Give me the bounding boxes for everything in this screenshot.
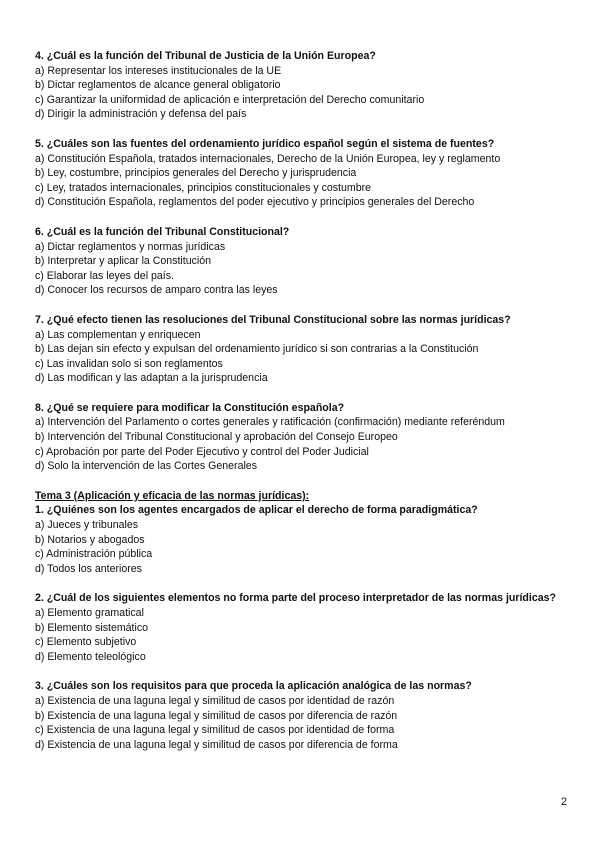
question-text: 4. ¿Cuál es la función del Tribunal de Justicia de la Unión Europea? — [35, 50, 376, 62]
answer-option: c) Elemento subjetivo — [35, 636, 137, 649]
question-text: 2. ¿Cuál de los siguientes elementos no forma parte del proceso interpretador de las normas jurídicas? — [35, 592, 556, 605]
answer-option: c) Existencia de una laguna legal y similitud de casos por identidad de forma — [35, 724, 395, 737]
question-block — [35, 401, 580, 474]
section-title: Tema 3 (Aplicación y eficacia de las normas jurídicas): — [35, 489, 310, 502]
answer-option: a) Jueces y tribunales — [35, 519, 139, 532]
question-block — [35, 591, 580, 664]
answer-option: b) Interpretar y aplicar la Constitución — [35, 255, 212, 268]
answer-option: b) Existencia de una laguna legal y similitud de casos por diferencia de razón — [35, 709, 398, 722]
answer-option: d) Dirigir la administración y defensa del país — [35, 108, 247, 121]
answer-option: b) Notarios y abogados — [35, 533, 145, 546]
answer-option: d) Todos los anteriores — [35, 562, 142, 575]
answer-option: b) Las dejan sin efecto y expulsan del ordenamiento jurídico si son contrarias a la Constitución — [35, 343, 479, 356]
question-text: 1. ¿Quiénes son los agentes encargados de aplicar el derecho de forma paradigmática? — [35, 504, 478, 517]
question-text: 8. ¿Qué se requiere para modificar la Constitución española? — [35, 401, 345, 414]
question-text: 5. ¿Cuáles son las fuentes del ordenamiento jurídico español según el sistema de fuentes? — [35, 137, 495, 150]
question-block — [35, 137, 580, 210]
page-number: 2 — [560, 796, 567, 808]
answer-option: a) Intervención del Parlamento o cortes generales y ratificación (confirmación) mediante referéndum — [35, 416, 505, 429]
question-block — [35, 49, 580, 122]
answer-option: d) Constitución Española, reglamentos del poder ejecutivo y principios generales del Derecho — [35, 196, 475, 209]
answer-option: c) Administración pública — [35, 548, 153, 561]
answer-option: b) Elemento sistemático — [35, 621, 149, 634]
answer-option: c) Elaborar las leyes del país. — [35, 269, 174, 282]
answer-option: b) Ley, costumbre, principios generales del Derecho y jurisprudencia — [35, 167, 357, 180]
document-page — [35, 49, 580, 767]
answer-option: d) Las modifican y las adaptan a la jurisprudencia — [35, 372, 268, 385]
answer-option: a) Representar los intereses institucionales de la UE — [35, 64, 282, 77]
question-block — [35, 679, 580, 752]
answer-option: c) Garantizar la uniformidad de aplicación e interpretación del Derecho comunitario — [35, 93, 425, 106]
answer-option: c) Aprobación por parte del Poder Ejecutivo y control del Poder Judicial — [35, 445, 369, 458]
answer-option: b) Intervención del Tribunal Constitucional y aprobación del Consejo Europeo — [35, 431, 398, 444]
question-text: 6. ¿Cuál es la función del Tribunal Constitucional? — [35, 225, 290, 238]
answer-option: a) Elemento gramatical — [35, 607, 144, 619]
answer-option: c) Las invalidan solo si son reglamentos — [35, 357, 223, 370]
question-block — [35, 225, 580, 298]
answer-option: a) Constitución Española, tratados internacionales, Derecho de la Unión Europea, ley y reglamento — [35, 152, 501, 165]
answer-option: b) Dictar reglamentos de alcance general obligatorio — [35, 79, 281, 92]
question-block — [35, 313, 580, 386]
answer-option: c) Ley, tratados internacionales, principios constitucionales y costumbre — [35, 181, 372, 194]
answer-option: d) Conocer los recursos de amparo contra las leyes — [35, 284, 278, 297]
answer-option: d) Elemento teleológico — [35, 650, 146, 663]
question-text: 7. ¿Qué efecto tienen las resoluciones del Tribunal Constitucional sobre las normas jurídicas? — [35, 313, 511, 326]
answer-option: d) Existencia de una laguna legal y similitud de casos por diferencia de forma — [35, 738, 398, 751]
question-text: 3. ¿Cuáles son los requisitos para que proceda la aplicación analógica de las normas? — [35, 680, 472, 693]
answer-option: a) Existencia de una laguna legal y similitud de casos por identidad de razón — [35, 694, 395, 707]
answer-option: a) Dictar reglamentos y normas jurídicas — [35, 240, 226, 253]
answer-option: d) Solo la intervención de las Cortes Generales — [35, 460, 257, 473]
question-block — [35, 489, 580, 577]
answer-option: a) Las complementan y enriquecen — [35, 328, 201, 341]
